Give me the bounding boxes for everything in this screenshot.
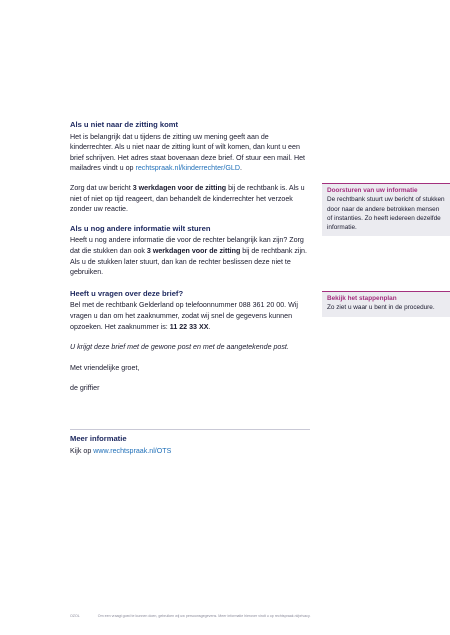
- heading-more-info: Meer informatie: [70, 434, 127, 443]
- sidebar-box-text: Zo ziet u waar u bent in de procedure.: [327, 304, 435, 312]
- letter-body: [70, 120, 310, 403]
- delivery-note: U krijgt deze brief met de gewone post en met de aangetekende post.: [70, 343, 289, 352]
- sidebar-box-title: Doorsturen van uw informatie: [327, 187, 418, 194]
- rechtspraak-link[interactable]: www.rechtspraak.nl/OTS: [93, 446, 172, 455]
- page-footer: [70, 614, 310, 618]
- heading-not-attending: Als u niet naar de zitting komt: [70, 120, 179, 129]
- signature: de griffier: [70, 384, 100, 393]
- sidebar-box-forwarding: [322, 183, 450, 236]
- divider: [70, 429, 310, 430]
- heading-other-info: Als u nog andere informatie wilt sturen: [70, 223, 211, 233]
- heading-questions: Heeft u vragen over deze brief?: [70, 288, 184, 298]
- more-info-section: [70, 434, 310, 456]
- case-number: 11 22 33 XX: [169, 322, 209, 331]
- closing-greeting: Met vriendelijke groet,: [70, 363, 140, 372]
- paragraph-other-info: Heeft u nog andere informatie die voor de rechter belangrijk kan zijn? Zorg dat die stukken dan ook 3 werkdagen voor de zitting bij de rechtbank zijn. Als u de stukken later stuurt, dan kan de rechter beslissen deze niet te gebruiken.: [70, 236, 307, 277]
- more-info-line: Kijk op www.rechtspraak.nl/OTS: [70, 446, 172, 455]
- kinderrechter-link[interactable]: rechtspraak.nl/kinderrechter/GLD: [135, 164, 240, 173]
- sidebar-box-title: Bekijk het stappenplan: [327, 295, 397, 302]
- sidebar-box-text: De rechtbank stuurt uw bericht of stukken door naar de andere betrokken mensen of instanties. Zo heeft iedereen dezelfde informatie.: [327, 196, 445, 232]
- paragraph-not-attending: Het is belangrijk dat u tijdens de zitting uw mening geeft aan de kinderrechter. Als u niet naar de zitting kunt of wilt komen, dan kunt u een brief schrijven. Het adres staat bovenaan deze brief. Of stuur een mail. Het mailadres vindt u op rechtspraak.nl/kinderrechter/GLD.: [70, 132, 306, 173]
- paragraph-deadline: Zorg dat uw bericht 3 werkdagen voor de zitting bij de rechtbank is. Als u niet of niet op tijd reageert, dan behandelt de kinderrechter het verzoek zonder uw reactie.: [70, 183, 305, 214]
- sidebar-box-steps: [322, 291, 450, 317]
- paragraph-questions: Bel met de rechtbank Gelderland op telefoonnummer 088 361 20 00. Wij vragen u dan om het zaaknummer, zodat wij snel de gegevens kunnen opzoeken. Het zaaknummer is: 11 22 33 XX.: [70, 301, 298, 331]
- footer-privacy-text: Om een vraagt goed te kunnen doen, gebruiken wij uw persoonsgegevens. Meer informatie hierover vindt u op rechtspraak.nl/privacy.: [97, 614, 311, 618]
- footer-code: OZOL: [70, 614, 80, 618]
